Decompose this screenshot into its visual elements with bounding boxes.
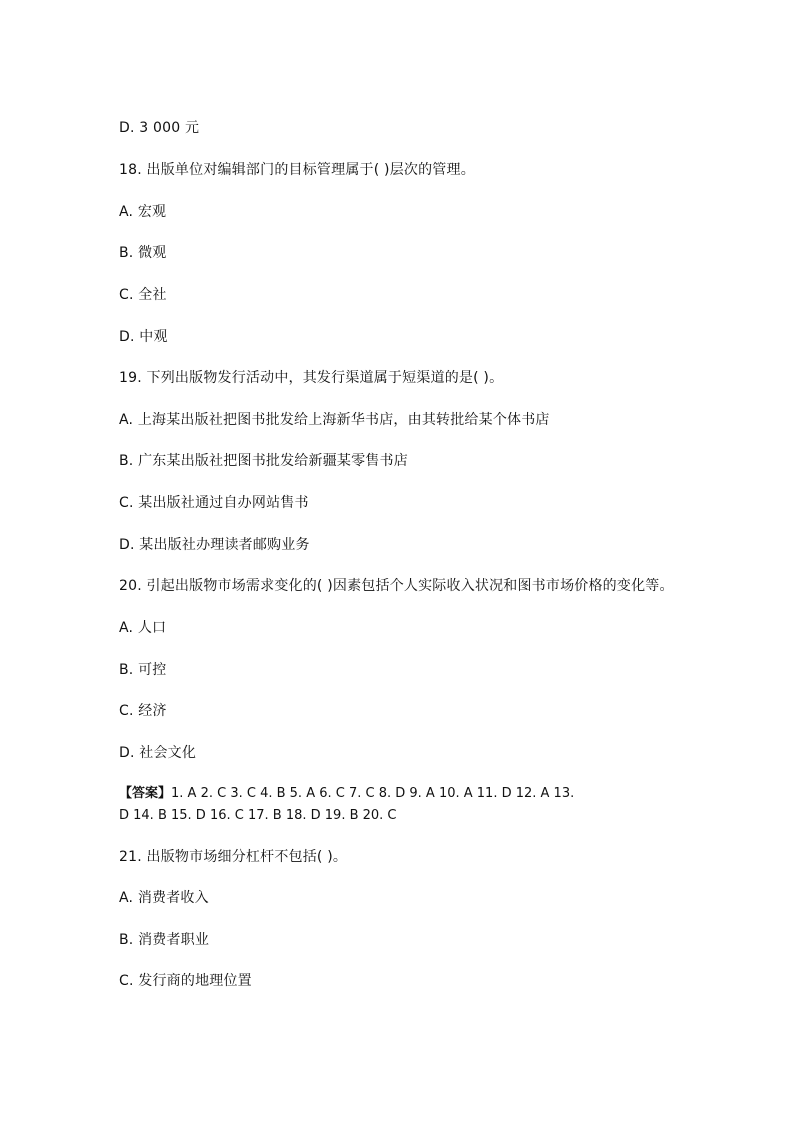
option-b-q20: B. 可控 bbox=[119, 662, 167, 678]
question-21: 21. 出版物市场细分杠杆不包括( )。 bbox=[119, 849, 348, 865]
option-d-q20: D. 社会文化 bbox=[119, 745, 197, 761]
option-a-q19: A. 上海某出版社把图书批发给上海新华书店，由其转批给某个体书店 bbox=[119, 412, 550, 428]
question-20: 20. 引起出版物市场需求变化的( )因素包括个人实际收入状况和图书市场价格的变化等。 bbox=[119, 578, 674, 594]
option-c-q19: C. 某出版社通过自办网站售书 bbox=[119, 495, 309, 511]
option-d-q19: D. 某出版社办理读者邮购业务 bbox=[119, 537, 310, 553]
answer-label: 【答案】 bbox=[119, 786, 172, 801]
option-a-q20: A. 人口 bbox=[119, 620, 167, 636]
option-c-q21: C. 发行商的地理位置 bbox=[119, 973, 252, 989]
option-c-q18: C. 全社 bbox=[119, 287, 167, 303]
option-d-q18: D. 中观 bbox=[119, 329, 168, 345]
question-18: 18. 出版单位对编辑部门的目标管理属于( )层次的管理。 bbox=[119, 162, 475, 178]
question-19: 19. 下列出版物发行活动中，其发行渠道属于短渠道的是( )。 bbox=[119, 370, 504, 386]
answer-key bbox=[119, 783, 689, 827]
option-a-q21: A. 消费者收入 bbox=[119, 890, 209, 906]
answer-line-1 bbox=[119, 783, 689, 805]
option-d-q17: D. 3 000 元 bbox=[119, 120, 200, 136]
option-a-q18: A. 宏观 bbox=[119, 204, 167, 220]
option-b-q21: B. 消费者职业 bbox=[119, 932, 210, 948]
option-c-q20: C. 经济 bbox=[119, 703, 167, 719]
answer-line-2 bbox=[119, 805, 689, 827]
answer-text-2: D 14. B 15. D 16. C 17. B 18. D 19. B 20. C bbox=[119, 808, 397, 823]
option-b-q19: B. 广东某出版社把图书批发给新疆某零售书店 bbox=[119, 453, 408, 469]
option-b-q18: B. 微观 bbox=[119, 245, 167, 261]
answer-text-1: 1. A 2. C 3. C 4. B 5. A 6. C 7. C 8. D 9. A 10. A 11. D 12. A 13. bbox=[171, 786, 575, 801]
